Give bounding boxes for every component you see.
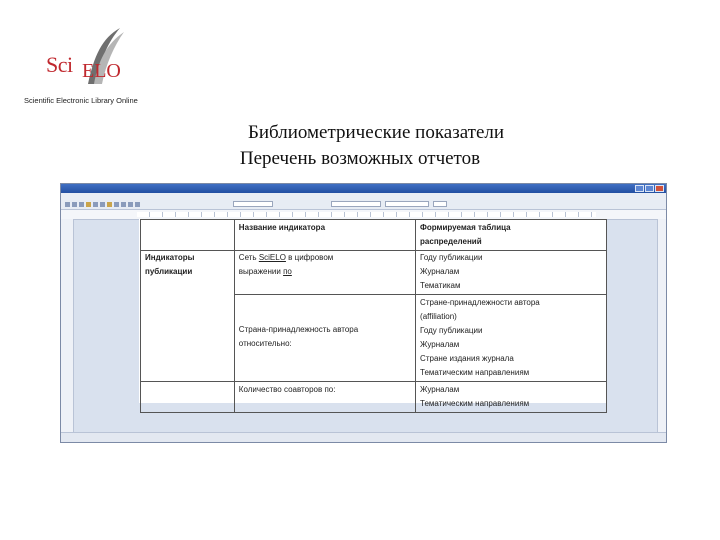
header-distribution-line2: распределений — [420, 237, 482, 246]
list-item: Стране издания журнала — [420, 354, 514, 363]
logo-tagline: Scientific Electronic Library Online — [24, 96, 138, 105]
slide-title-line2: Перечень возможных отчетов — [239, 148, 481, 169]
table-row — [141, 382, 607, 413]
cut-icon — [107, 202, 112, 207]
row1-indicator-line2: выражении по — [238, 267, 292, 276]
list-item: Тематическим направлениям — [420, 368, 530, 377]
font-size-field — [433, 201, 447, 207]
undo-icon — [128, 202, 133, 207]
window-titlebar — [61, 184, 666, 193]
preview-icon — [93, 202, 98, 207]
list-item: Году публикации — [420, 326, 483, 335]
copy-icon — [114, 202, 119, 207]
save-icon — [79, 202, 84, 207]
table-row — [141, 220, 607, 251]
row1-distribution — [416, 251, 607, 295]
font-field — [385, 201, 429, 207]
list-item: Журналам — [420, 385, 460, 394]
minimize-icon — [635, 185, 644, 192]
row2-indicator — [234, 295, 415, 382]
print-icon — [86, 202, 91, 207]
list-item: Стране-принадлежности автора — [420, 298, 540, 307]
word-window-screenshot — [60, 183, 667, 443]
list-item: Журналам — [420, 267, 460, 276]
header-distribution-line1: Формируемая таблица — [420, 223, 511, 232]
list-item: (affiliation) — [420, 312, 457, 321]
vertical-ruler — [61, 219, 74, 432]
window-controls — [635, 185, 664, 192]
list-item: Году публикации — [420, 253, 483, 262]
spell-icon — [100, 202, 105, 207]
row3-distribution — [416, 382, 607, 413]
menu-bar — [61, 193, 666, 200]
list-item: Тематикам — [420, 281, 461, 290]
close-icon — [655, 185, 664, 192]
indicators-table — [140, 219, 607, 413]
scielo-logo — [22, 22, 152, 112]
table-row — [141, 251, 607, 295]
header-distribution — [416, 220, 607, 251]
maximize-icon — [645, 185, 654, 192]
vertical-scrollbar — [657, 219, 666, 432]
status-bar — [61, 432, 666, 442]
table-cell — [141, 382, 235, 413]
table-cell — [141, 220, 235, 251]
style-field — [331, 201, 381, 207]
logo-text-elo: ELO — [82, 60, 121, 82]
ruler-ticks — [137, 212, 596, 217]
row1-indicator — [234, 251, 415, 295]
row1-indicator-line1: Сеть SciELO в цифровом — [238, 253, 334, 262]
slide-title-line1: Библиометрические показатели — [247, 122, 505, 143]
redo-icon — [135, 202, 140, 207]
new-icon — [65, 202, 70, 207]
toolbar — [61, 200, 666, 210]
row3-indicator: Количество соавторов по: — [234, 382, 415, 413]
toolbar-icons — [65, 202, 140, 207]
row2-distribution — [416, 295, 607, 382]
list-item: Журналам — [420, 340, 460, 349]
row2-indicator-line2: относительно: — [238, 339, 292, 348]
row2-indicator-line1: Страна-принадлежность автора — [238, 325, 359, 334]
header-indicator-name: Название индикатора — [234, 220, 415, 251]
logo-text-sci: Sci — [46, 52, 73, 77]
paste-icon — [121, 202, 126, 207]
group-label-line1: Индикаторы — [145, 253, 195, 262]
document-page — [139, 219, 607, 408]
group-label-line2: публикации — [145, 267, 193, 276]
open-icon — [72, 202, 77, 207]
zoom-field — [233, 201, 273, 207]
list-item: Тематическим направлениям — [420, 399, 530, 408]
group-label-cell — [141, 251, 235, 382]
